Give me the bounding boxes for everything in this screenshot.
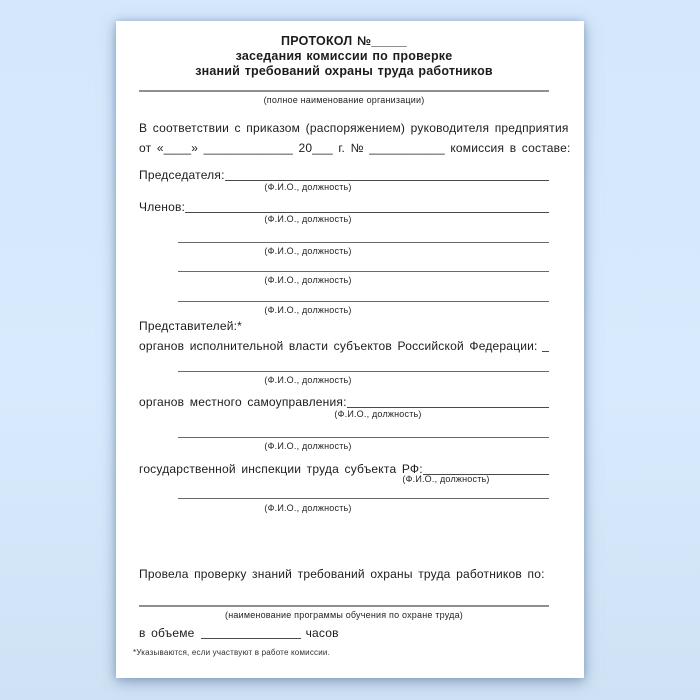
volume-blank-line: [201, 626, 301, 639]
rep-executive-fio-blank-line: [178, 371, 549, 372]
rep-local-row: [139, 395, 549, 410]
protocol-form-page: [116, 21, 584, 678]
volume-suffix-label: часов: [305, 626, 339, 640]
fio-caption-member4: (Ф.И.О., должность): [264, 305, 352, 315]
fio-caption-member3: (Ф.И.О., должность): [264, 275, 352, 285]
member1-blank-line: [185, 200, 549, 213]
member2-blank-line: [178, 242, 549, 243]
fio-caption-rep-executive: (Ф.И.О., должность): [264, 375, 352, 385]
representatives-label: Представителей:*: [139, 319, 243, 333]
organization-name-blank-line: [139, 90, 549, 92]
doc-title-line2: заседания комиссии по проверке: [235, 49, 453, 63]
fio-caption-rep-inspection: (Ф.И.О., должность): [402, 474, 490, 484]
rep-executive-blank-line: [542, 339, 549, 352]
fio-caption-rep-local: (Ф.И.О., должность): [334, 409, 422, 419]
rep-inspection-label: государственной инспекции труда субъекта РФ:: [139, 462, 423, 476]
program-caption: (наименование программы обучения по охране труда): [225, 610, 463, 620]
footnote-text: *Указываются, если участвуют в работе комиссии.: [133, 648, 330, 657]
members-row: [139, 200, 549, 215]
rep-local-fio-blank-line: [178, 437, 549, 438]
chairman-row: [139, 168, 549, 183]
members-label: Членов:: [139, 200, 186, 214]
program-name-blank-line: [139, 605, 549, 607]
doc-title-line1: ПРОТОКОЛ №_____: [281, 34, 407, 48]
chairman-blank-line: [225, 168, 549, 181]
rep-executive-row: [139, 339, 549, 354]
fio-caption-member1: (Ф.И.О., должность): [264, 214, 352, 224]
intro-line1: В соответствии с приказом (распоряжением) руководителя предприятия: [139, 121, 569, 135]
rep-executive-label: органов исполнительной власти субъектов Российской Федерации:: [139, 339, 538, 353]
organization-caption: (полное наименование организации): [263, 95, 425, 105]
conducted-statement: Провела проверку знаний требований охраны труда работников по:: [139, 567, 545, 581]
volume-row: [139, 626, 549, 641]
fio-caption-rep-local2: (Ф.И.О., должность): [264, 441, 352, 451]
fio-caption-member2: (Ф.И.О., должность): [264, 246, 352, 256]
member4-blank-line: [178, 301, 549, 302]
rep-inspection-fio-blank-line: [178, 498, 549, 499]
volume-row-spacer: [339, 626, 549, 641]
doc-title-line3: знаний требований охраны труда работников: [195, 64, 493, 78]
chairman-label: Председателя:: [139, 168, 225, 182]
fio-caption-chairman: (Ф.И.О., должность): [264, 182, 352, 192]
rep-local-blank-line: [347, 395, 549, 408]
member3-blank-line: [178, 271, 549, 272]
volume-prefix-label: в объеме: [139, 626, 195, 640]
fio-caption-rep-inspection2: (Ф.И.О., должность): [264, 503, 352, 513]
rep-local-label: органов местного самоуправления:: [139, 395, 347, 409]
intro-line2: от «____» _____________ 20___ г. № ___________ комиссия в составе:: [139, 141, 571, 155]
